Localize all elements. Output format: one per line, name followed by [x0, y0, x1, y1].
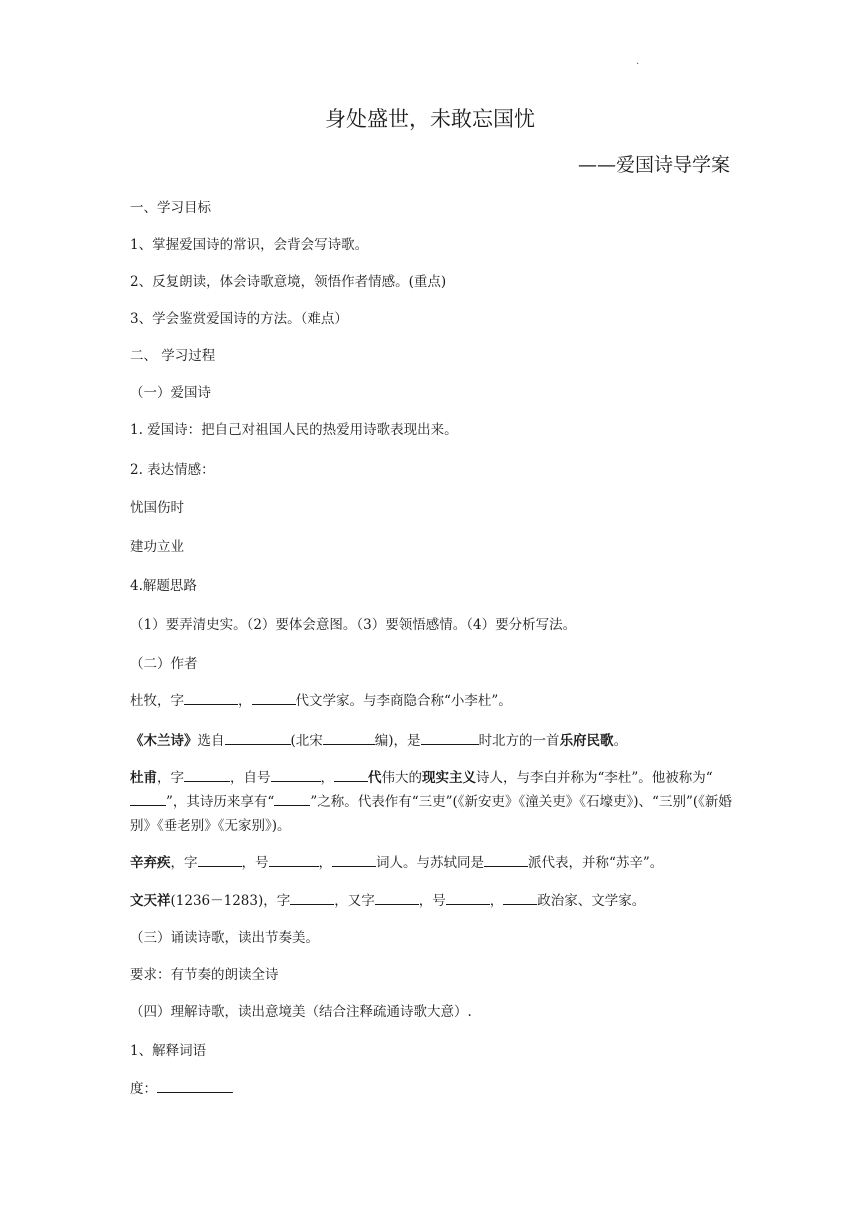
blank-field[interactable]: [334, 767, 368, 782]
blank-field[interactable]: [184, 767, 230, 782]
blank-field[interactable]: [130, 791, 166, 806]
header-dot: .: [636, 56, 640, 67]
emotion-heading: 2. 表达情感：: [130, 462, 215, 478]
definition-line: 1. 爱国诗：把自己对祖国人民的热爱用诗歌表现出来。: [130, 422, 458, 438]
section-heading-process: 二、 学习过程: [130, 348, 216, 364]
blank-field[interactable]: [290, 890, 334, 905]
goal-2: 2、反复朗读，体会诗歌意境，领悟作者情感。(重点): [130, 274, 447, 290]
author-wen-tianxiang: 文天祥(1236－1283)，字 ，又字 ，号 ， 政治家、文学家。: [130, 890, 740, 911]
blank-field[interactable]: [269, 852, 319, 867]
blank-field[interactable]: [375, 890, 419, 905]
explain-words-heading: 1、解释词语: [130, 1043, 207, 1059]
author-xin-qiji: 辛弃疾，字 ，号 ， 词人。与苏轼同是 派代表，并称“苏辛”。: [130, 852, 740, 873]
blank-field[interactable]: [503, 890, 537, 905]
mulan-poem-line: 《木兰诗》选自 (北宋 编)，是 时北方的一首乐府民歌。: [130, 730, 740, 751]
blank-field[interactable]: [323, 730, 375, 745]
author-du-mu: 杜牧，字 ， 代文学家。与李商隐合称“小李杜”。: [130, 690, 740, 711]
subheading-understanding: （四）理解诗歌，读出意境美（结合注释疏通诗歌大意）.: [130, 1004, 472, 1020]
goal-1: 1、掌握爱国诗的常识，会背会写诗歌。: [130, 237, 369, 253]
emotion-item-1: 忧国伤时: [130, 500, 184, 516]
blank-field[interactable]: [274, 791, 310, 806]
subheading-authors: （二）作者: [130, 656, 198, 672]
blank-field[interactable]: [198, 852, 242, 867]
approach-steps: （1）要弄清史实。（2）要体会意图。（3）要领悟感情。（4）要分析写法。: [130, 617, 577, 633]
subheading-recitation: （三）诵读诗歌，读出节奏美。: [130, 930, 319, 946]
blank-field[interactable]: [332, 852, 376, 867]
blank-field[interactable]: [225, 730, 291, 745]
blank-field[interactable]: [271, 767, 321, 782]
blank-field[interactable]: [157, 1078, 233, 1093]
goal-3: 3、学会鉴赏爱国诗的方法。（难点）: [130, 311, 348, 327]
blank-field[interactable]: [421, 730, 479, 745]
approach-heading: 4.解题思路: [130, 578, 197, 594]
page-title: 身处盛世，未敢忘国忧: [325, 107, 535, 131]
page-subtitle: ——爱国诗导学案: [577, 154, 730, 176]
blank-field[interactable]: [184, 690, 238, 705]
author-du-fu: 杜甫，字 ，自号 ， 代伟大的现实主义诗人，与李白并称为“李杜”。他被称为“”，其诗历来享有“ ”之称。代表作有“三吏”(《新安吏》《潼关吏》《石壕吏》)、“三别”(《新婚别》《垂老别》《无家别》)。: [130, 766, 740, 838]
blank-field[interactable]: [484, 852, 528, 867]
blank-field[interactable]: [252, 690, 296, 705]
subheading-patriotic-poetry: （一）爱国诗: [130, 385, 211, 401]
word-du-line: 度：: [130, 1078, 740, 1099]
blank-field[interactable]: [446, 890, 490, 905]
section-heading-goals: 一、学习目标: [130, 200, 211, 216]
recitation-requirement: 要求：有节奏的朗读全诗: [130, 967, 279, 983]
emotion-item-2: 建功立业: [130, 539, 184, 555]
